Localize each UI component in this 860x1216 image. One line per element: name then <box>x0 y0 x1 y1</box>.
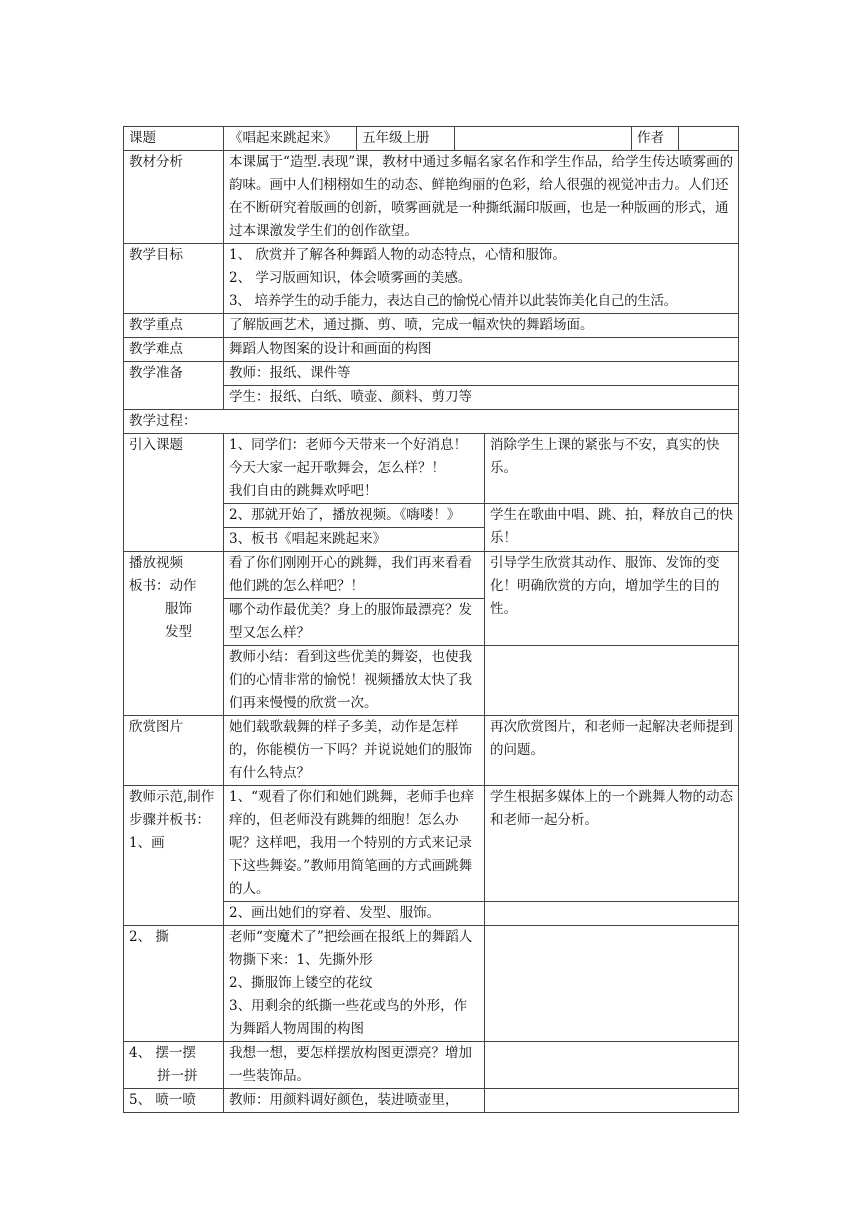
pictures-student: 再次欣赏图片，和老师一起解决老师提到的问题。 <box>485 716 739 786</box>
process-title-row <box>124 410 739 434</box>
video-label-line: 板书：动作 <box>129 578 197 594</box>
lesson-plan-table <box>123 126 739 1113</box>
author-value <box>679 127 739 151</box>
intro-teacher-2: 2、那就开始了，播放视频。《嗨喽！》 <box>224 504 485 528</box>
goal-item: 3、 培养学生的动手能力，表达自己的愉悦心情并以此装饰美化自己的生活。 <box>229 293 677 309</box>
header-row <box>124 127 739 151</box>
pictures-row <box>124 716 739 786</box>
arrange-label <box>124 1042 224 1089</box>
preparation-teacher: 教师：报纸、课件等 <box>224 362 739 386</box>
key-point-label: 教学重点 <box>124 314 224 338</box>
topic-label: 课题 <box>124 127 224 151</box>
tear-step: 2、撕服饰上镂空的花纹 <box>229 975 373 991</box>
key-point-row <box>124 314 739 338</box>
demo-label <box>124 786 224 926</box>
demo-student: 学生根据多媒体上的一个跳舞人物的动态和老师一起分析。 <box>485 786 739 902</box>
goals-label: 教学目标 <box>124 244 224 314</box>
video-label-line: 服饰 <box>165 601 192 617</box>
video-teacher-1: 看了你们刚刚开心的跳舞，我们再来看看他们跳的怎么样吧？！ <box>224 552 485 599</box>
difficulty-row <box>124 338 739 362</box>
spray-label: 5、 喷一喷 <box>124 1089 224 1113</box>
arrange-label-line: 拼一拼 <box>157 1068 198 1084</box>
intro-line: 今天大家一起开歌舞会，怎么样？！ <box>229 460 445 476</box>
demo-student-blank <box>485 902 739 926</box>
tear-row <box>124 926 739 1042</box>
video-student-blank <box>485 646 739 716</box>
analysis-row <box>124 151 739 244</box>
key-point-text: 了解版画艺术，通过撕、剪、喷，完成一幅欢快的舞蹈场面。 <box>224 314 739 338</box>
tear-student-blank <box>485 926 739 1042</box>
arrange-row <box>124 1042 739 1089</box>
arrange-label-line: 4、 摆一摆 <box>129 1045 196 1061</box>
goals-row <box>124 244 739 314</box>
video-label-line: 发型 <box>165 624 192 640</box>
tear-label: 2、 撕 <box>124 926 224 1042</box>
goal-item: 1、 欣赏并了解各种舞蹈人物的动态特点，心情和服饰。 <box>229 247 566 263</box>
grade-cell: 五年级上册 <box>357 127 455 151</box>
spray-student-blank <box>485 1089 739 1113</box>
video-teacher-2: 哪个动作最优美？身上的服饰最漂亮？发型又怎么样？ <box>224 599 485 646</box>
demo-teacher-2: 2、画出她们的穿着、发型、服饰。 <box>224 902 485 926</box>
lesson-title: 《唱起来跳起来》 <box>224 127 357 151</box>
intro-teacher-3: 3、板书《唱起来跳起来》 <box>224 528 485 552</box>
spray-text: 教师：用颜料调好颜色，装进喷壶里， <box>224 1089 485 1113</box>
preparation-label: 教学准备 <box>124 362 224 410</box>
intro-row <box>124 434 739 504</box>
preparation-student: 学生：报纸、白纸、喷壶、颜料、剪刀等 <box>224 386 739 410</box>
analysis-text: 本课属于“造型.表现”课，教材中通过多幅名家名作和学生作品，给学生传达喷雾画的韵味。画中人们栩栩如生的动态、鲜艳绚丽的色彩，给人很强的视觉冲击力。人们还在不断研究着版画的创新，喷雾画就是一种撕纸漏印版画，也是一种版画的形式，通过本课激发学生们的创作欲望。 <box>224 151 739 244</box>
tear-step: 老师“变魔术了”把绘画在报纸上的舞蹈人物撕下来：1、先撕外形 <box>229 929 473 968</box>
difficulty-text: 舞蹈人物图案的设计和画面的构图 <box>224 338 739 362</box>
video-row <box>124 552 739 599</box>
analysis-label: 教材分析 <box>124 151 224 244</box>
pictures-teacher: 她们载歌载舞的样子多美，动作是怎样的，你能模仿一下吗？并说说她们的服饰有什么特点？ <box>224 716 485 786</box>
intro-student-1: 消除学生上课的紧张与不安，真实的快乐。 <box>485 434 739 504</box>
intro-label: 引入课题 <box>124 434 224 552</box>
preparation-row <box>124 362 739 386</box>
goal-item: 2、 学习版画知识，体会喷雾画的美感。 <box>229 270 472 286</box>
arrange-text: 我想一想，要怎样摆放构图更漂亮？增加一些装饰品。 <box>224 1042 485 1089</box>
goals-list <box>224 244 739 314</box>
demo-label-line: 1、画 <box>129 835 165 851</box>
intro-line: 1、同学们：老师今天带来一个好消息！ <box>229 437 468 453</box>
tear-step: 3、用剩余的纸撕一些花或鸟的外形，作为舞蹈人物周围的构图 <box>229 998 468 1037</box>
arrange-student-blank <box>485 1042 739 1089</box>
demo-label-line: 教师示范,制作步骤并板书： <box>129 789 215 828</box>
video-label <box>124 552 224 716</box>
process-title: 教学过程： <box>124 410 739 434</box>
video-label-line: 播放视频 <box>129 555 183 571</box>
author-label: 作者 <box>632 127 679 151</box>
demo-teacher-1: 1、“观看了你们和她们跳舞，老师手也痒痒的，但老师没有跳舞的细胞！怎么办呢？这样吧，我用一个特别的方式来记录下这些舞姿。”教师用简笔画的方式画跳舞的人。 <box>224 786 485 902</box>
difficulty-label: 教学难点 <box>124 338 224 362</box>
video-student: 引导学生欣赏其动作、服饰、发饰的变化！明确欣赏的方向，增加学生的目的性。 <box>485 552 739 646</box>
spray-row <box>124 1089 739 1113</box>
demo-row <box>124 786 739 902</box>
intro-teacher-1 <box>224 434 485 504</box>
intro-student-2: 学生在歌曲中唱、跳、拍，释放自己的快乐！ <box>485 504 739 552</box>
video-teacher-3: 教师小结：看到这些优美的舞姿，也使我们的心情非常的愉悦！视频播放太快了我们再来慢慢的欣赏一次。 <box>224 646 485 716</box>
pictures-label: 欣赏图片 <box>124 716 224 786</box>
intro-line: 我们自由的跳舞欢呼吧！ <box>229 483 378 499</box>
blank-cell <box>455 127 632 151</box>
tear-steps <box>224 926 485 1042</box>
